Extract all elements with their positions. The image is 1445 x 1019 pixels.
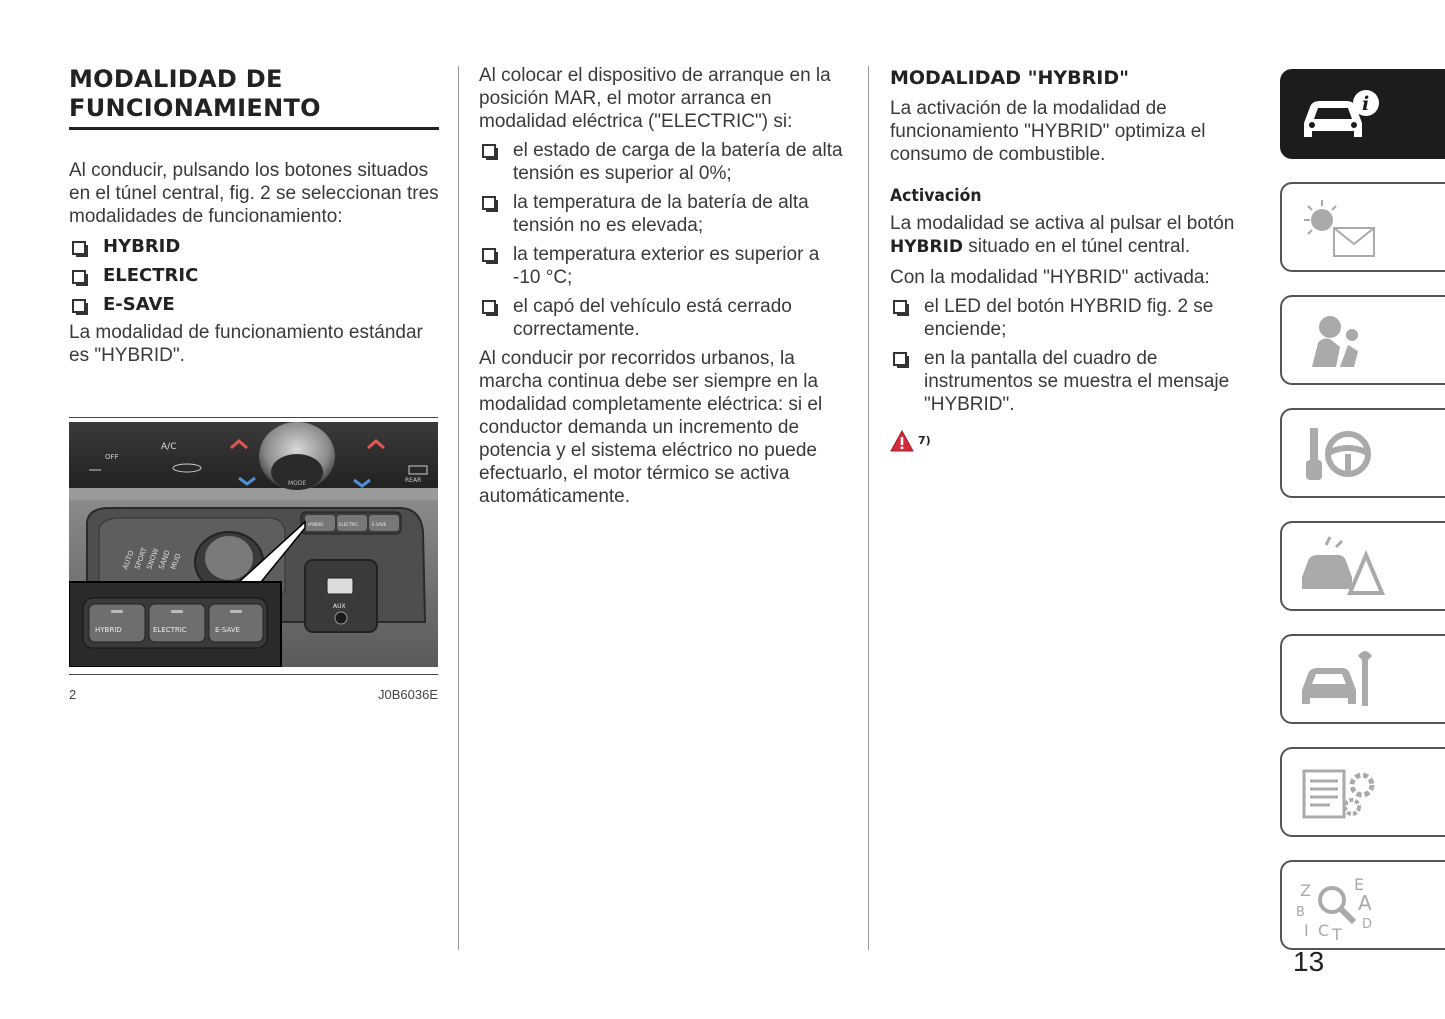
hybrid-effects-list — [890, 295, 1250, 416]
bullet-icon — [893, 352, 907, 366]
bullet-icon — [893, 300, 907, 314]
small-button-label: E-SAVE — [372, 522, 387, 527]
bullet-icon — [72, 270, 86, 284]
figure-2 — [69, 417, 438, 702]
title-line-2: FUNCIONAMIENTO — [69, 94, 321, 122]
drive-label: MUD — [169, 552, 183, 571]
index-letter: E — [1354, 875, 1365, 894]
warning-triangle-icon — [890, 430, 914, 452]
list-item-text: el estado de carga de la batería de alta tensión es superior al 0%; — [513, 140, 843, 184]
list-item — [479, 191, 844, 237]
bullet-icon — [482, 196, 496, 210]
mode-list — [69, 232, 439, 319]
mode-electric: ELECTRIC — [103, 265, 199, 286]
key-steering-icon — [1296, 418, 1386, 488]
aux-jack-icon — [335, 612, 347, 624]
figure-code: J0B6036E — [378, 687, 438, 702]
start-conditions-list — [479, 139, 844, 341]
list-item-text: en la pantalla del cuadro de instrumentos se muestra el mensaje "HYBRID". — [924, 348, 1230, 415]
intro-paragraph: Al conducir, pulsando los botones situados en el túnel central, fig. 2 se seleccionan tres modalidades de funcionamiento: — [69, 160, 439, 227]
mode-esave: E-SAVE — [103, 294, 175, 315]
bullet-icon — [482, 300, 496, 314]
bullet-icon — [482, 248, 496, 262]
console-label-off: OFF — [105, 453, 119, 461]
figure-number: 2 — [69, 687, 77, 702]
index-icon — [1296, 870, 1386, 940]
maintenance-icon — [1296, 644, 1386, 714]
column-2 — [479, 64, 844, 508]
list-item-text: el capó del vehículo está cerrado correctamente. — [513, 296, 792, 340]
page-number: 13 — [1293, 946, 1325, 977]
mode-hybrid: HYBRID — [103, 236, 181, 257]
center-console-photo — [69, 422, 438, 667]
start-conditions-intro: Al colocar el dispositivo de arranque en la posición MAR, el motor arranca en modalidad eléctrica ("ELECTRIC") si: — [479, 65, 831, 132]
list-item — [69, 232, 439, 261]
column-1 — [69, 64, 439, 367]
console-label-mode: MODE — [288, 480, 307, 487]
list-item — [890, 347, 1250, 416]
usb-port-icon — [327, 578, 353, 594]
warning-reference — [890, 430, 1250, 452]
car-info-icon — [1296, 79, 1386, 149]
list-item — [69, 290, 439, 319]
index-letter: I — [1304, 921, 1309, 940]
list-item — [479, 295, 844, 341]
index-letter: D — [1362, 917, 1373, 932]
index-letter: B — [1296, 905, 1305, 920]
figure-frame — [69, 417, 438, 675]
zoom-button-label: ELECTRIC — [153, 626, 187, 634]
drive-label: SPORT — [133, 546, 149, 571]
hybrid-intro: La activación de la modalidad de funcionamiento "HYBRID" optimiza el consumo de combustible. — [890, 98, 1206, 165]
tab-safety[interactable] — [1280, 295, 1445, 385]
drive-label: SAND — [157, 549, 172, 571]
page-title — [69, 64, 439, 123]
console-label-rear: REAR — [405, 477, 422, 484]
title-underline — [69, 127, 439, 130]
index-letter: T — [1332, 925, 1342, 940]
activation-text: situado en el túnel central. — [963, 236, 1191, 257]
title-line-1: MODALIDAD DE — [69, 65, 283, 93]
list-item — [69, 261, 439, 290]
list-item — [479, 243, 844, 289]
urban-driving-paragraph: Al conducir por recorridos urbanos, la marcha continua debe ser siempre en la modalidad completamente eléctrica: si el conductor demanda un incremento de potencia y el sistema eléctrico no puede efectuarlo, el motor térmico se activa automáticamente. — [479, 348, 823, 507]
bullet-icon — [482, 144, 496, 158]
drive-label: AUTO — [121, 549, 136, 571]
list-item — [479, 139, 844, 185]
index-letter: C — [1318, 921, 1330, 940]
small-button-label: ELECTRIC — [339, 522, 359, 527]
column-divider — [868, 66, 869, 950]
hybrid-keyword: HYBRID — [890, 237, 964, 257]
tab-vehicle-info[interactable] — [1280, 69, 1445, 159]
tab-technical-data[interactable] — [1280, 747, 1445, 837]
tab-maintenance[interactable] — [1280, 634, 1445, 724]
emergency-icon — [1296, 531, 1386, 601]
list-item-text: el LED del botón HYBRID fig. 2 se enciende; — [924, 296, 1214, 340]
warning-note-number: 7) — [918, 434, 931, 447]
tab-starting-driving[interactable] — [1280, 408, 1445, 498]
technical-data-icon — [1296, 757, 1386, 827]
list-item-text: la temperatura de la batería de alta tensión no es elevada; — [513, 192, 809, 236]
subsection-title: Activación — [890, 186, 982, 206]
column-3 — [890, 66, 1250, 452]
tab-warning-lights[interactable] — [1280, 182, 1445, 272]
activated-paragraph: Con la modalidad "HYBRID" activada: — [890, 267, 1210, 288]
column-divider — [458, 66, 459, 950]
aux-label: AUX — [333, 603, 346, 610]
bullet-icon — [72, 299, 86, 313]
warning-lights-icon — [1296, 192, 1386, 262]
safety-airbag-icon — [1296, 305, 1386, 375]
console-label-ac: A/C — [161, 442, 177, 452]
svg-text:i: i — [1362, 93, 1370, 115]
list-item — [890, 295, 1250, 341]
figure-caption — [69, 687, 438, 702]
zoom-button-label: HYBRID — [95, 626, 122, 634]
tab-index[interactable] — [1280, 860, 1445, 950]
drive-label: SNOW — [145, 547, 161, 571]
index-letter: A — [1358, 891, 1372, 915]
activation-text: La modalidad se activa al pulsar el botón — [890, 213, 1235, 234]
section-title: MODALIDAD "HYBRID" — [890, 67, 1129, 89]
index-letter: Z — [1300, 881, 1311, 900]
standard-mode-paragraph: La modalidad de funcionamiento estándar es "HYBRID". — [69, 322, 423, 366]
tab-emergency[interactable] — [1280, 521, 1445, 611]
bullet-icon — [72, 241, 86, 255]
activation-paragraph — [890, 212, 1250, 259]
small-button-label: HYBRID — [308, 522, 324, 527]
list-item-text: la temperatura exterior es superior a -10 °C; — [513, 244, 820, 288]
zoom-button-label: E-SAVE — [215, 626, 241, 634]
